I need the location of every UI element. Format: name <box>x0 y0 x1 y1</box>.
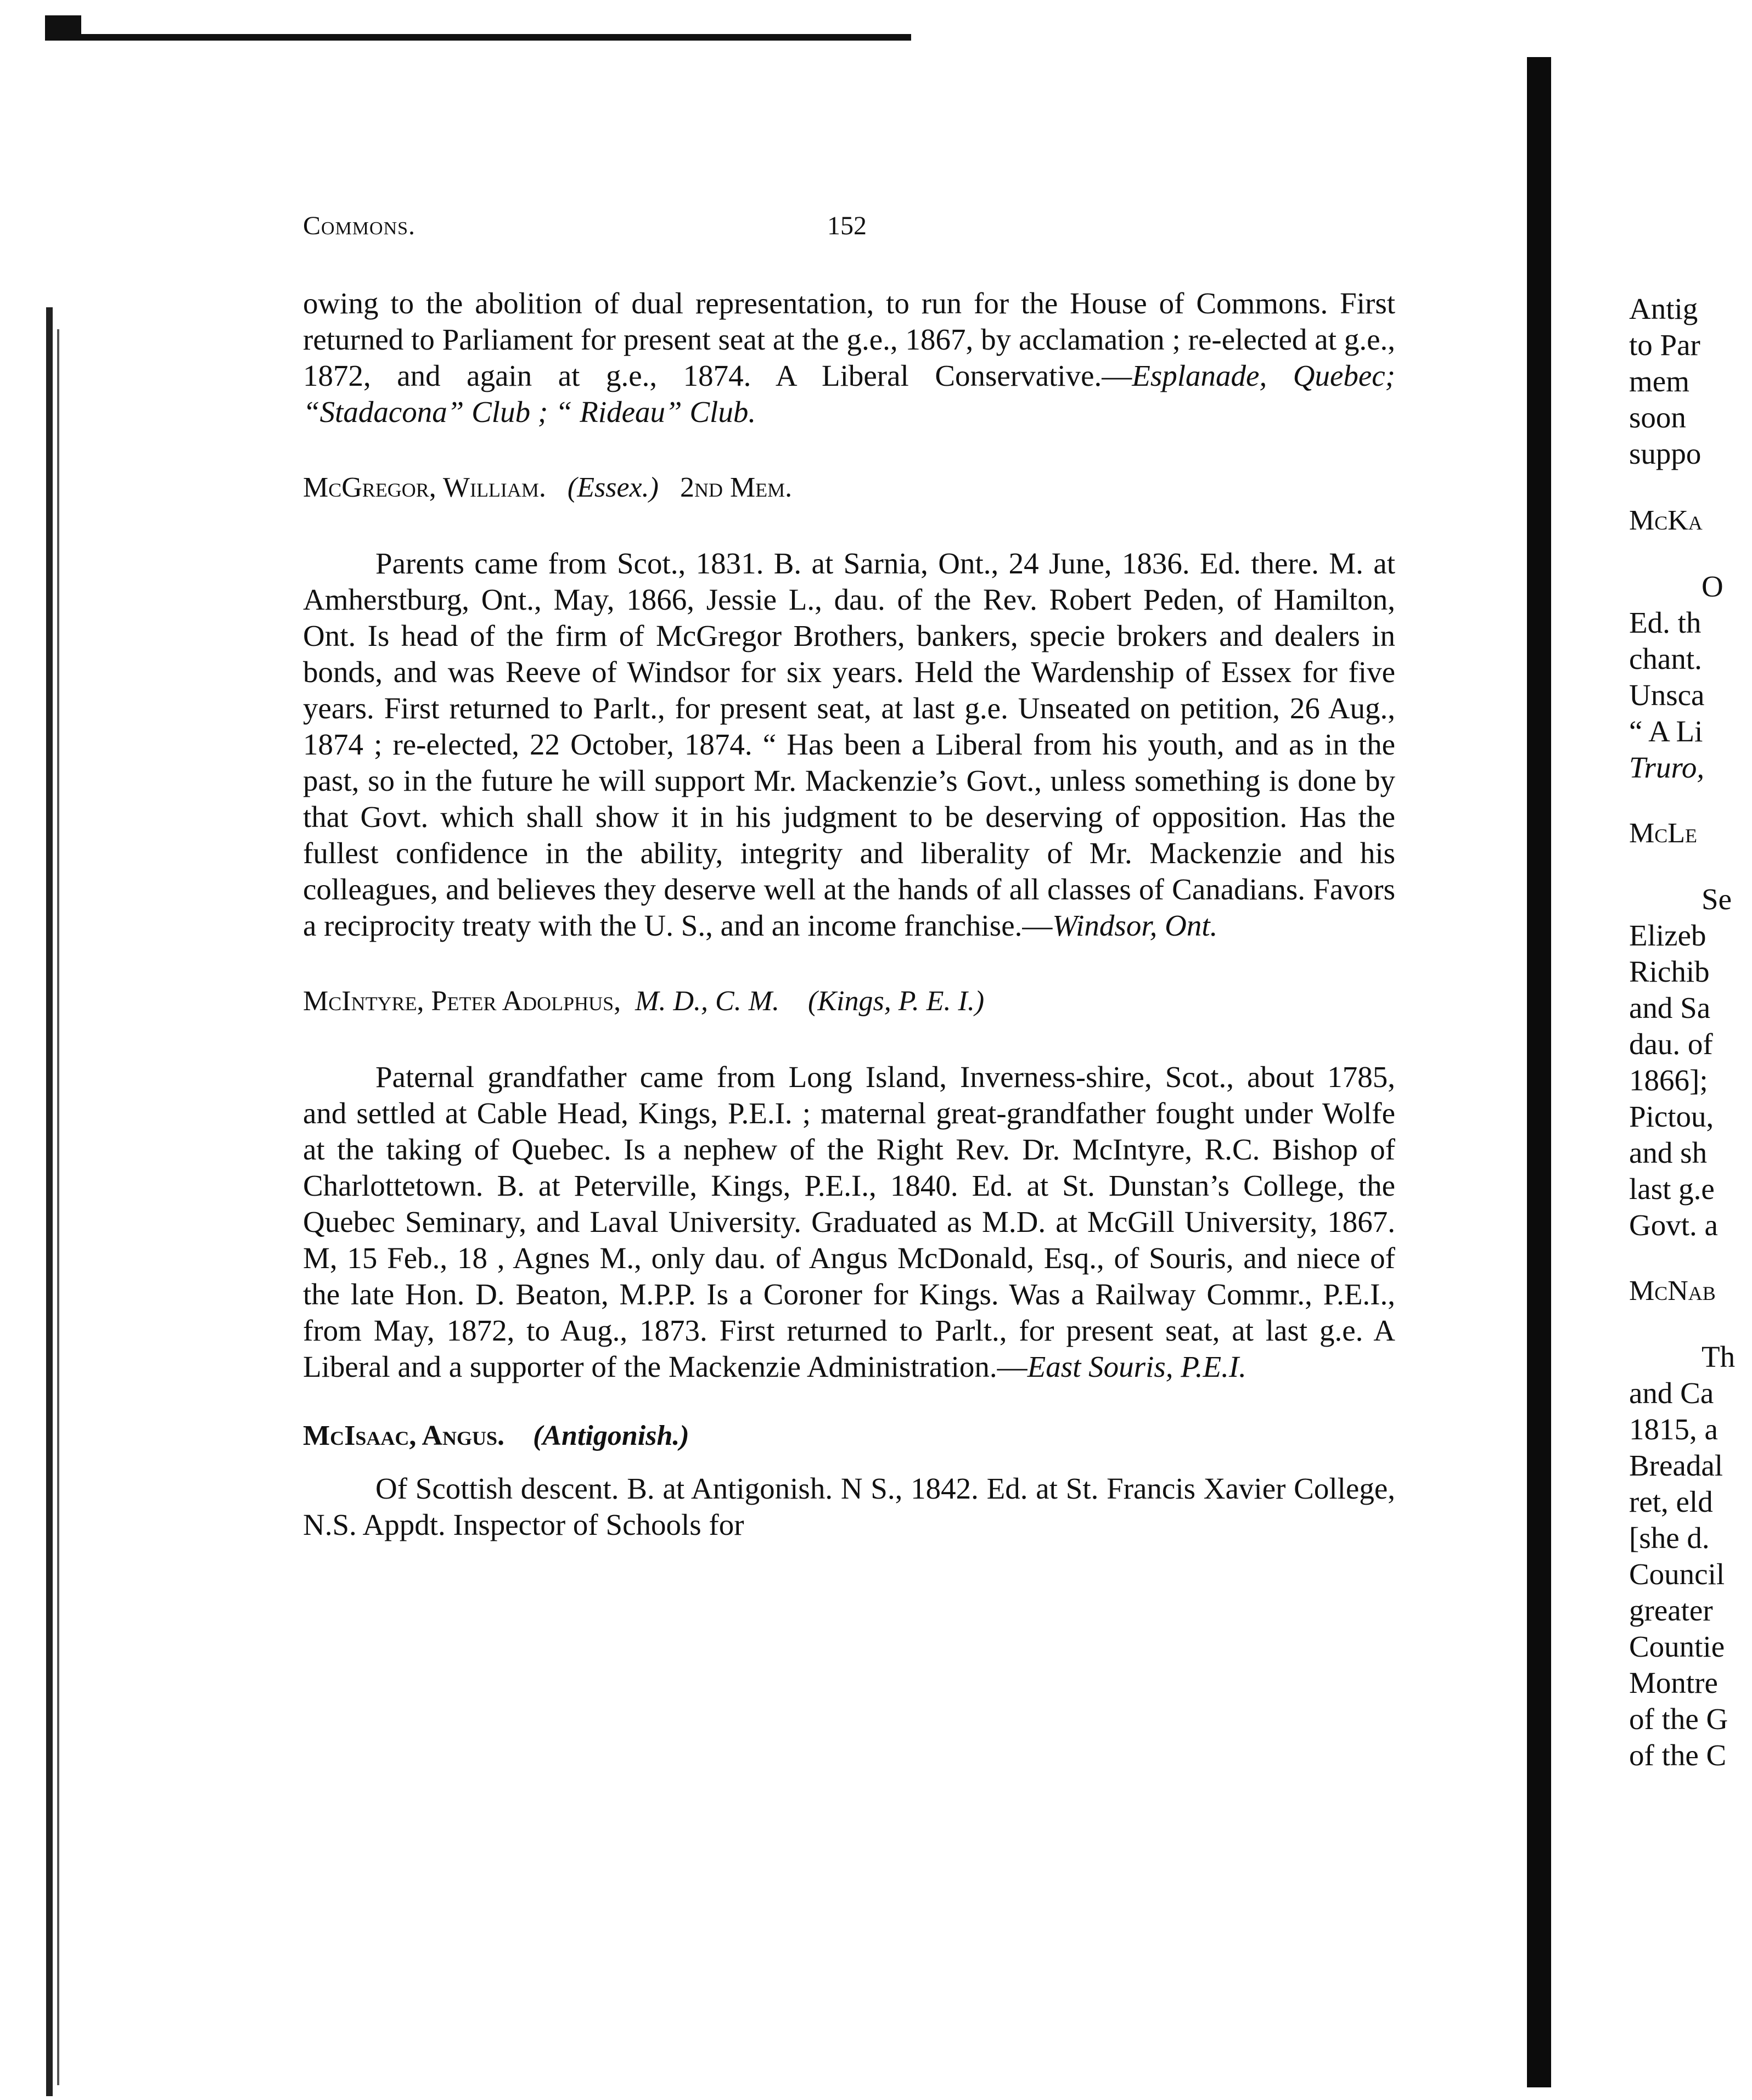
entry-text-mcisaac <box>303 1471 1395 1543</box>
fragment-line: last g.e <box>1629 1172 1715 1206</box>
fragment-line: Truro, <box>1629 751 1705 784</box>
entry-degrees: M. D., C. M. <box>635 986 780 1017</box>
fragment-line: and sh <box>1629 1136 1708 1169</box>
fragment-heading: McNab <box>1629 1275 1716 1307</box>
fragment-line: O <box>1702 570 1723 603</box>
entry-body: owing to the abolition of dual representation, to run for the House of Commons. First returned to Parliament for present seat at the g.e., 1867, by acclamation ; re-elected at g.e., 1872, and again at g.e., 1874. A Liberal Conservative.— <box>303 286 1395 392</box>
corner-mark <box>45 15 81 34</box>
entry-heading-mcgregor <box>303 470 1395 506</box>
entry-note: 2nd Mem. <box>680 472 793 503</box>
entry-name: McIntyre, Peter Adolphus, <box>303 986 621 1017</box>
fragment-line: “ A Li <box>1629 714 1703 748</box>
entry-text-mcgregor <box>303 545 1395 944</box>
fragment-line: Antig <box>1629 292 1698 325</box>
left-border-rule <box>46 307 53 2096</box>
entry-address: East Souris, P.E.I. <box>1027 1350 1246 1383</box>
fragment-line: of the G <box>1629 1702 1728 1736</box>
fragment-line: of the C <box>1629 1738 1727 1772</box>
fragment-line: Se <box>1702 882 1732 916</box>
fragment-line: Ed. th <box>1629 606 1702 639</box>
entry-name: McGregor, William. <box>303 472 546 503</box>
entry-body: Paternal grandfather came from Long Island, Inverness-shire, Scot., about 1785, and settled at Cable Head, Kings, P.E.I. ; maternal great-grandfather fought under Wolfe at the taking of Quebec. Is a nephew of the Right Rev. Dr. McIntyre, R.C. Bishop of Charlottetown. B. at Peterville, Kings, P.E.I., 1840. Ed. at St. Dunstan’s College, the Quebec Seminary, and Laval University. Graduated as M.D. at McGill University, 1867. M, 15 Feb., 18 , Agnes M., only dau. of Angus McDonald, Esq., of Souris, and niece of the late Hon. D. Beaton, M.P.P. Is a Coroner for Kings. Was a Railway Commr., P.E.I., from May, 1872, to Aug., 1873. First returned to Parlt., for present seat, at last g.e. A Liberal and a supporter of the Mackenzie Administration.— <box>303 1060 1395 1383</box>
fragment-line: Breadal <box>1629 1449 1723 1482</box>
fragment-line: dau. of <box>1629 1027 1713 1061</box>
fragment-line: Richib <box>1629 955 1710 988</box>
entry-body: Of Scottish descent. B. at Antigonish. N S., 1842. Ed. at St. Francis Xavier College, N.S. Appdt. Inspector of Schools for <box>303 1472 1395 1541</box>
page-number: 152 <box>827 211 867 240</box>
entry-name: McIsaac, Angus. <box>303 1420 505 1451</box>
fragment-line: [she d. <box>1629 1521 1710 1555</box>
entry-text-mcintyre <box>303 1059 1395 1385</box>
fragment-line: Govt. a <box>1629 1208 1718 1242</box>
page-gutter-bar <box>1527 57 1551 2087</box>
entry-address: Windsor, Ont. <box>1052 909 1218 942</box>
entry-continuation <box>303 285 1395 430</box>
fragment-heading: McLe <box>1629 818 1698 849</box>
fragment-line: Montre <box>1629 1666 1718 1699</box>
entry-heading-mcisaac <box>303 1418 1395 1454</box>
fragment-line: ret, eld <box>1629 1485 1713 1518</box>
fragment-line: to Par <box>1629 328 1700 362</box>
running-head-section: Commons. <box>303 211 416 240</box>
fragment-line: Countie <box>1629 1630 1725 1663</box>
entry-constituency: (Antigonish.) <box>533 1420 689 1451</box>
fragment-heading: McKa <box>1629 505 1703 536</box>
fragment-line: Elizeb <box>1629 919 1706 952</box>
entry-constituency: (Essex.) <box>567 472 659 503</box>
fragment-line: and Ca <box>1629 1376 1714 1410</box>
top-rule <box>45 34 911 41</box>
main-column <box>303 285 1395 1543</box>
fragment-line: Council <box>1629 1557 1725 1591</box>
running-head <box>303 211 1401 255</box>
fragment-line: soon <box>1629 401 1686 434</box>
adjacent-page-fragment <box>1629 291 1752 1774</box>
fragment-line: mem <box>1629 364 1689 398</box>
left-border-rule-thin <box>57 329 59 2085</box>
fragment-line: greater <box>1629 1594 1713 1627</box>
entry-constituency: (Kings, P. E. I.) <box>808 986 985 1017</box>
fragment-line: 1866]; <box>1629 1063 1708 1097</box>
fragment-line: and Sa <box>1629 991 1711 1024</box>
fragment-line: 1815, a <box>1629 1412 1718 1446</box>
entry-body: Parents came from Scot., 1831. B. at Sarnia, Ont., 24 June, 1836. Ed. there. M. at Amherstburg, Ont., May, 1866, Jessie L., dau. of the Rev. Robert Peden, of Hamilton, Ont. Is head of the firm of McGregor Brothers, bankers, specie brokers and dealers in bonds, and was Reeve of Windsor for six years. Held the Wardenship of Essex for five years. First returned to Parlt., for present seat, at last g.e. Unseated on petition, 26 Aug., 1874 ; re-elected, 22 October, 1874. “ Has been a Liberal from his youth, and as in the past, so in the future he will support Mr. Mackenzie’s Govt., unless something is done by that Govt. which shall show it in his judgment to be deserving of opposition. Has the fullest confidence in the ability, integrity and liberality of Mr. Mackenzie and his colleagues, and believes they deserve well at the hands of all classes of Canadians. Favors a reciprocity treaty with the U. S., and an income franchise.— <box>303 547 1395 942</box>
fragment-line: chant. <box>1629 642 1702 675</box>
fragment-line: suppo <box>1629 437 1702 470</box>
fragment-line: Th <box>1702 1340 1736 1373</box>
fragment-line: Pictou, <box>1629 1100 1714 1133</box>
fragment-line: Unsca <box>1629 678 1705 712</box>
entry-heading-mcintyre <box>303 983 1395 1020</box>
entry-address: Esplanade, Quebec; “Stadacona” Club ; “ Rideau” Club. <box>303 359 1395 429</box>
